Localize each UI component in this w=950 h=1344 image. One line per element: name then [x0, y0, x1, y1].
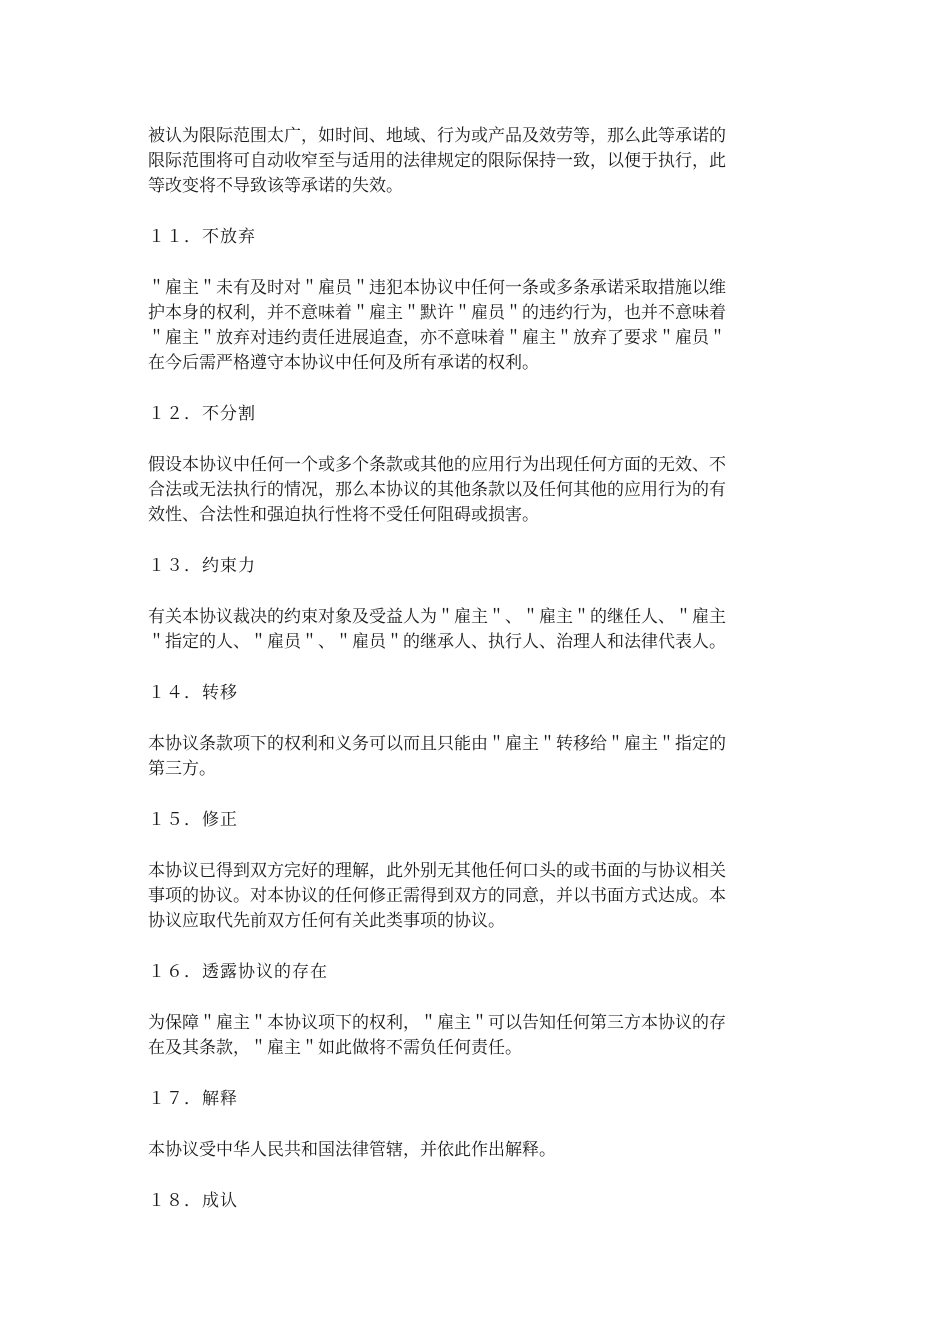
text-line: ＂雇主＂未有及时对＂雇员＂违犯本协议中任何一条或多条承诺采取措施以维: [148, 278, 726, 298]
paragraph-no-waiver: [148, 276, 808, 376]
text-line: ＂指定的人、＂雇员＂、＂雇员＂的继承人、执行人、治理人和法律代表人。: [148, 632, 726, 652]
paragraph-governing-law: [148, 1138, 808, 1163]
section-heading-15: １５．修正: [148, 810, 238, 830]
text-line: 事项的协议。对本协议的任何修正需得到双方的同意，并以书面方式达成。本: [148, 886, 726, 906]
text-line: 假设本协议中任何一个或多个条款或其他的应用行为出现任何方面的无效、不: [148, 455, 726, 475]
section-heading-12: １２．不分割: [148, 404, 256, 424]
paragraph-disclosure: [148, 1011, 808, 1061]
document-page: [148, 124, 808, 1214]
text-line: 限际范围将可自动收窄至与适用的法律规定的限际保持一致，以便于执行，此: [148, 151, 726, 171]
text-line: 协议应取代先前双方任何有关此类事项的协议。: [148, 911, 505, 931]
text-line: 效性、合法性和强迫执行性将不受任何阻碍或损害。: [148, 505, 539, 525]
text-line: 第三方。: [148, 759, 216, 779]
section-heading-16: １６．透露协议的存在: [148, 962, 328, 982]
section-heading-13: １３．约束力: [148, 556, 256, 576]
text-line: 被认为限际范围太广，如时间、地域、行为或产品及效劳等，那么此等承诺的: [148, 126, 726, 146]
text-line: 合法或无法执行的情况，那么本协议的其他条款以及任何其他的应用行为的有: [148, 480, 726, 500]
text-line: ＂雇主＂放弃对违约责任进展追查，亦不意味着＂雇主＂放弃了要求＂雇员＂: [148, 328, 726, 348]
paragraph-assignment: [148, 732, 808, 782]
text-line: 在今后需严格遵守本协议中任何及所有承诺的权利。: [148, 353, 539, 373]
paragraph-amendment: [148, 859, 808, 934]
section-heading-17: １７．解释: [148, 1089, 238, 1109]
paragraph-limit-scope: [148, 124, 808, 199]
text-line: 本协议已得到双方完好的理解，此外别无其他任何口头的或书面的与协议相关: [148, 861, 726, 881]
text-line: 本协议条款项下的权利和义务可以而且只能由＂雇主＂转移给＂雇主＂指定的: [148, 734, 726, 754]
paragraph-binding-effect: [148, 605, 808, 655]
section-heading-14: １４．转移: [148, 683, 238, 703]
paragraph-severability: [148, 453, 808, 528]
text-line: 等改变将不导致该等承诺的失效。: [148, 176, 403, 196]
section-heading-18: １８．成认: [148, 1191, 238, 1211]
text-line: 在及其条款，＂雇主＂如此做将不需负任何责任。: [148, 1038, 522, 1058]
section-heading-11: １１．不放弃: [148, 227, 256, 247]
text-line: 本协议受中华人民共和国法律管辖，并依此作出解释。: [148, 1140, 556, 1160]
text-line: 有关本协议裁决的约束对象及受益人为＂雇主＂、＂雇主＂的继任人、＂雇主: [148, 607, 726, 627]
text-line: 为保障＂雇主＂本协议项下的权利，＂雇主＂可以告知任何第三方本协议的存: [148, 1013, 726, 1033]
text-line: 护本身的权利，并不意味着＂雇主＂默许＂雇员＂的违约行为，也并不意味着: [148, 303, 726, 323]
